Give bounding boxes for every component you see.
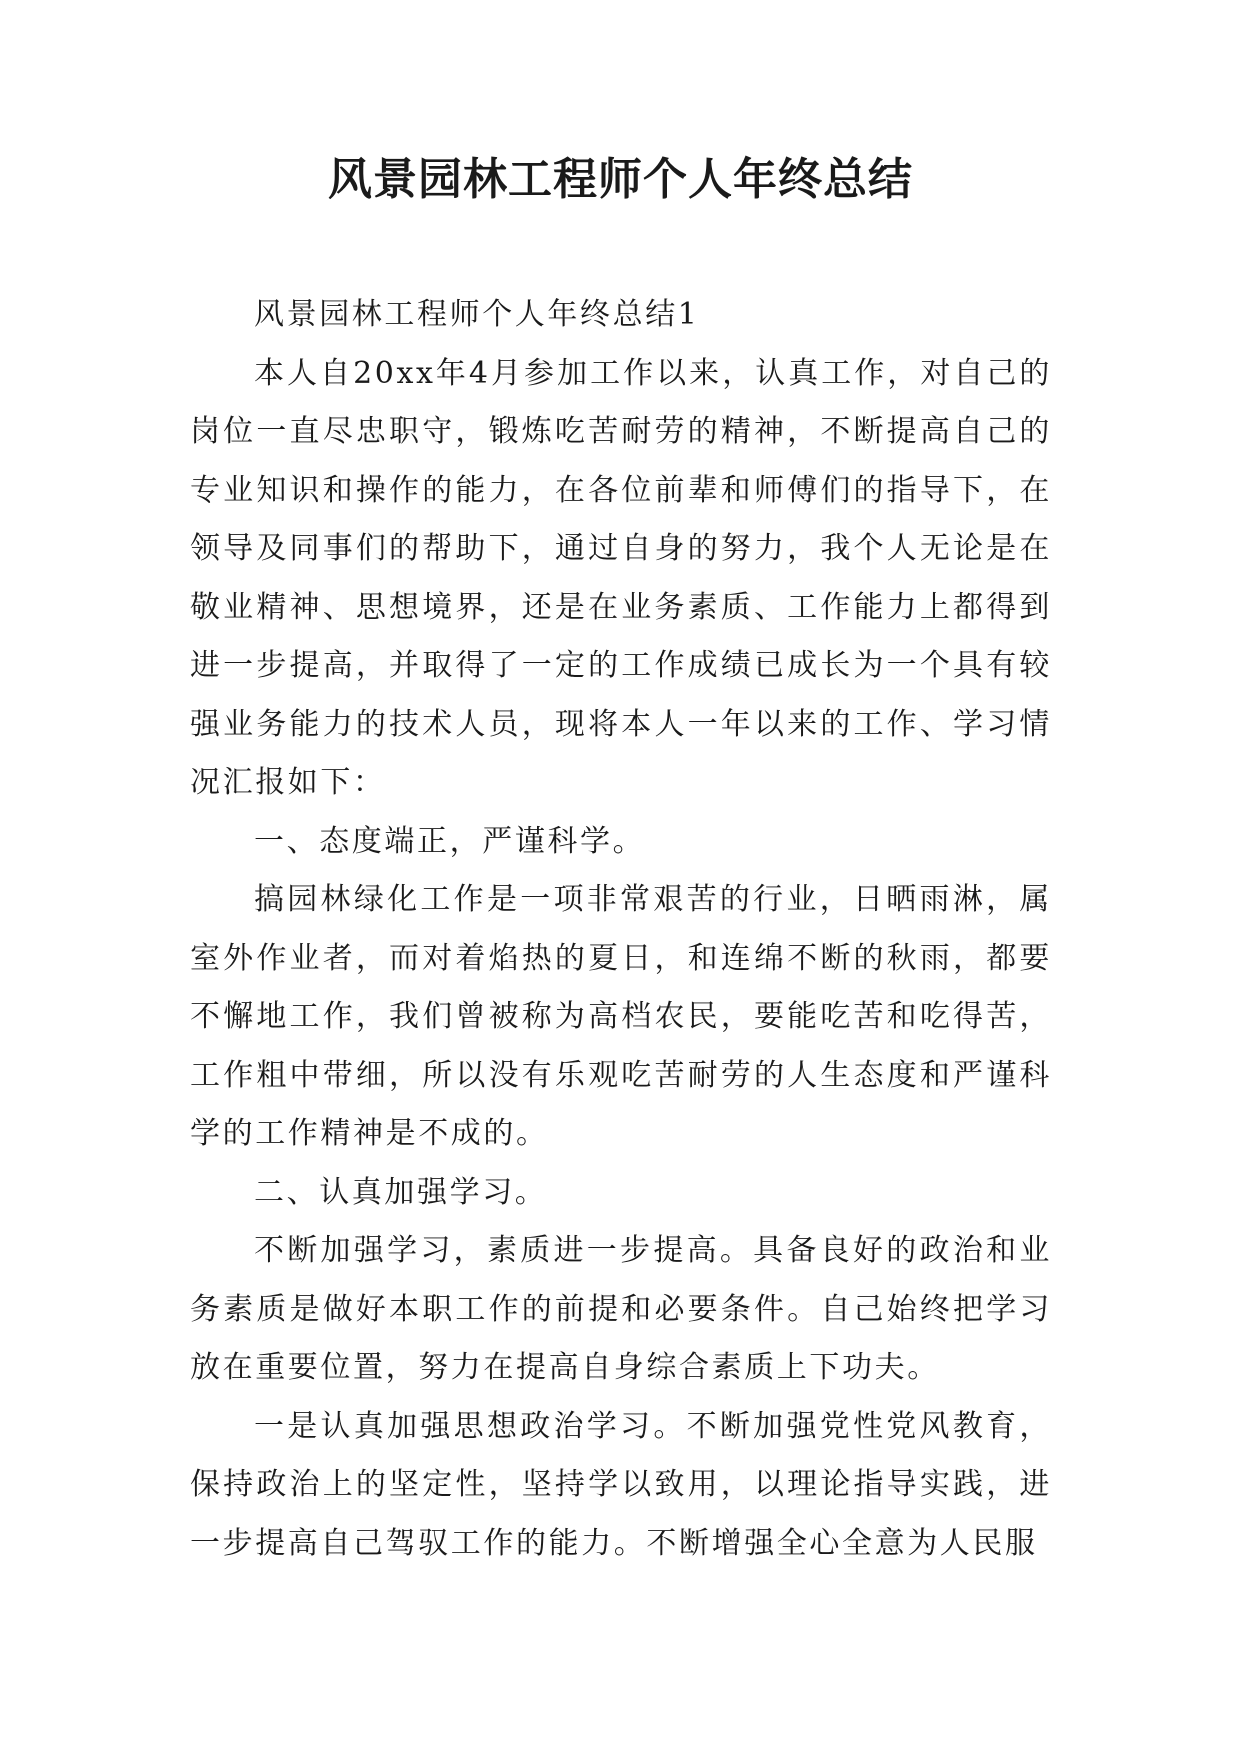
paragraph: 一是认真加强思想政治学习。不断加强党性党风教育，保持政治上的坚定性，坚持学以致用，以理论指导实践，进一步提高自己驾驭工作的能力。不断增强全心全意为人民服 xyxy=(190,1408,1052,1561)
paragraph: 搞园林绿化工作是一项非常艰苦的行业，日晒雨淋，属室外作业者，而对着焰热的夏日，和连绵不断的秋雨，都要不懈地工作，我们曾被称为高档农民，要能吃苦和吃得苦，工作粗中带细，所以没有乐观吃苦耐劳的人生态度和严谨科学的工作精神是不成的。 xyxy=(190,882,1052,1151)
document-title: 风景园林工程师个人年终总结 xyxy=(328,154,913,205)
document-body xyxy=(190,286,1052,1573)
paragraph-heading: 风景园林工程师个人年终总结1 xyxy=(254,297,700,332)
paragraph: 不断加强学习，素质进一步提高。具备良好的政治和业务素质是做好本职工作的前提和必要条件。自己始终把学习放在重要位置，努力在提高自身综合素质上下功夫。 xyxy=(190,1233,1052,1385)
section-heading: 二、认真加强学习。 xyxy=(254,1174,548,1210)
section-heading: 一、态度端正，严谨科学。 xyxy=(254,823,646,859)
paragraph: 本人自20xx年4月参加工作以来，认真工作，对自己的岗位一直尽忠职守，锻炼吃苦耐劳的精神，不断提高自己的专业知识和操作的能力，在各位前辈和师傅们的指导下，在领导及同事们的帮助下，通过自身的努力，我个人无论是在敬业精神、思想境界，还是在业务素质、工作能力上都得到进一步提高，并取得了一定的工作成绩已成长为一个具有较强业务能力的技术人员，现将本人一年以来的工作、学习情况汇报如下： xyxy=(190,355,1052,800)
